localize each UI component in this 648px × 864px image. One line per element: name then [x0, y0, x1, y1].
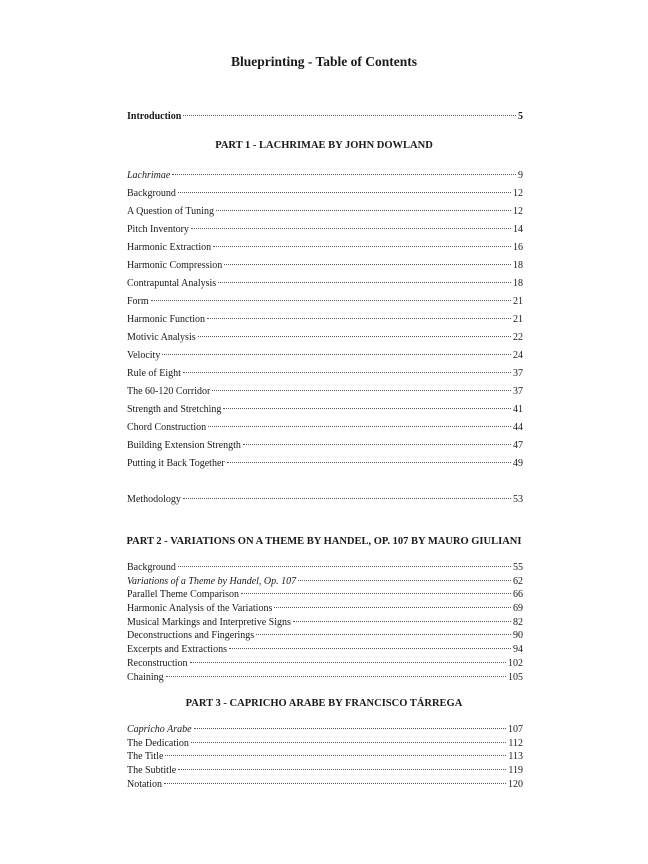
toc-entry: [127, 765, 523, 779]
toc-leader-dots: [212, 390, 511, 391]
toc-entry-title: Variations of a Theme by Handel, Op. 107: [127, 575, 297, 587]
part2-heading: PART 2 - VARIATIONS ON A THEME BY HANDEL, OP. 107 BY MAURO GIULIANI: [126, 536, 522, 547]
toc-entry: [127, 350, 523, 368]
toc-leader-dots: [243, 444, 511, 445]
toc-entry-title: Strength and Stretching: [127, 404, 222, 415]
toc-entry: [127, 260, 523, 278]
toc-entry-page: 18: [513, 278, 523, 289]
toc-entry-title: Harmonic Extraction: [127, 242, 212, 253]
toc-entry-title: Building Extension Strength: [127, 440, 241, 451]
toc-leader-dots: [216, 210, 511, 211]
toc-entry: [127, 314, 523, 332]
toc-entry: [127, 188, 523, 206]
toc-entry-page: 53: [513, 494, 523, 505]
toc-entry-title: Rule of Eight: [127, 368, 181, 379]
toc-leader-dots: [178, 566, 511, 567]
toc-introduction: [127, 111, 523, 129]
toc-entry-title: Lachrimae: [127, 170, 171, 181]
toc-entry-page: 47: [513, 440, 523, 451]
toc-entry: [127, 404, 523, 422]
toc-entry: [127, 278, 523, 296]
toc-leader-dots: [198, 336, 511, 337]
toc-entry: [127, 242, 523, 260]
toc-entry: [127, 111, 523, 129]
toc-entry-page: 119: [508, 765, 523, 777]
toc-entry: [127, 724, 523, 738]
toc-entry-title: Musical Markings and Interpretive Signs: [127, 616, 291, 628]
toc-entry-page: 37: [513, 368, 523, 379]
toc-part2: [127, 562, 523, 685]
toc-entry-page: 24: [513, 350, 523, 361]
toc-entry: [127, 494, 523, 512]
toc-entry-page: 120: [508, 778, 523, 790]
toc-entry-page: 12: [513, 206, 523, 217]
toc-entry-page: 66: [513, 589, 523, 601]
toc-entry-page: 9: [518, 170, 523, 181]
toc-entry: [127, 458, 523, 476]
toc-leader-dots: [183, 498, 511, 499]
toc-entry-page: 105: [508, 671, 523, 683]
toc-entry-title: Introduction: [127, 111, 182, 122]
toc-entry-title: Pitch Inventory: [127, 224, 189, 235]
toc-entry-title: Contrapuntal Analysis: [127, 278, 217, 289]
toc-leader-dots: [190, 662, 506, 663]
toc-leader-dots: [164, 783, 506, 784]
toc-leader-dots: [178, 192, 511, 193]
toc-entry-page: 62: [513, 575, 523, 587]
toc-entry-page: 113: [508, 751, 523, 763]
toc-entry-title: Harmonic Analysis of the Variations: [127, 603, 273, 615]
toc-entry-title: The 60-120 Corridor: [127, 386, 211, 397]
toc-entry-title: Motivic Analysis: [127, 332, 196, 343]
toc-leader-dots: [229, 648, 511, 649]
toc-entry-page: 107: [508, 724, 523, 735]
toc-entry: [127, 617, 523, 631]
toc-leader-dots: [227, 462, 511, 463]
toc-entry-page: 49: [513, 458, 523, 469]
toc-entry: [127, 672, 523, 686]
toc-part3: [127, 724, 523, 792]
toc-entry-page: 44: [513, 422, 523, 433]
page-title: Blueprinting - Table of Contents: [230, 54, 418, 69]
toc-entry-page: 37: [513, 386, 523, 397]
toc-entry: [127, 422, 523, 440]
toc-entry: [127, 751, 523, 765]
toc-entry: [127, 170, 523, 188]
toc-entry-title: Velocity: [127, 350, 161, 361]
toc-leader-dots: [151, 300, 511, 301]
toc-entry-title: The Title: [127, 751, 164, 763]
toc-leader-dots: [191, 742, 506, 743]
toc-leader-dots: [194, 728, 506, 729]
toc-entry: [127, 576, 523, 590]
toc-leader-dots: [241, 593, 511, 594]
toc-entry: [127, 738, 523, 752]
toc-entry-title: Excerpts and Extractions: [127, 644, 227, 656]
toc-leader-dots: [166, 676, 506, 677]
toc-leader-dots: [224, 264, 511, 265]
toc-entry: [127, 658, 523, 672]
toc-entry-title: Form: [127, 296, 149, 307]
toc-leader-dots: [183, 372, 511, 373]
toc-entry-title: Harmonic Compression: [127, 260, 223, 271]
toc-leader-dots: [183, 115, 516, 116]
toc-entry: [127, 603, 523, 617]
toc-entry-page: 21: [513, 314, 523, 325]
toc-entry-page: 82: [513, 616, 523, 628]
toc-leader-dots: [223, 408, 511, 409]
toc-entry: [127, 630, 523, 644]
toc-entry-page: 41: [513, 404, 523, 415]
toc-entry-page: 102: [508, 657, 523, 669]
toc-entry-title: Deconstructions and Fingerings: [127, 630, 255, 642]
toc-entry-page: 69: [513, 603, 523, 615]
toc-leader-dots: [178, 769, 506, 770]
toc-leader-dots: [165, 755, 506, 756]
toc-entry-page: 5: [518, 111, 523, 122]
toc-entry-page: 22: [513, 332, 523, 343]
toc-entry-title: The Subtitle: [127, 765, 177, 777]
toc-leader-dots: [274, 607, 511, 608]
toc-entry-page: 21: [513, 296, 523, 307]
toc-methodology: [127, 494, 523, 512]
toc-entry-page: 55: [513, 562, 523, 573]
toc-entry: [127, 206, 523, 224]
toc-entry-page: 90: [513, 630, 523, 642]
toc-entry-title: Background: [127, 188, 176, 199]
toc-entry: [127, 562, 523, 576]
toc-entry-title: Reconstruction: [127, 657, 188, 669]
toc-entry-title: Chord Construction: [127, 422, 207, 433]
toc-entry: [127, 332, 523, 350]
toc-entry-title: Methodology: [127, 494, 181, 505]
toc-entry-title: Putting it Back Together: [127, 458, 225, 469]
toc-leader-dots: [172, 174, 516, 175]
toc-part1: [127, 170, 523, 476]
toc-entry: [127, 440, 523, 458]
part3-heading: PART 3 - CAPRICHO ARABE BY FRANCISCO TÁRREGA: [185, 698, 463, 709]
toc-leader-dots: [207, 318, 511, 319]
toc-entry-page: 16: [513, 242, 523, 253]
toc-entry: [127, 386, 523, 404]
toc-entry: [127, 644, 523, 658]
toc-entry-page: 14: [513, 224, 523, 235]
toc-leader-dots: [191, 228, 511, 229]
toc-entry: [127, 224, 523, 242]
toc-entry: [127, 589, 523, 603]
toc-entry-title: A Question of Tuning: [127, 206, 214, 217]
part1-heading: PART 1 - LACHRIMAE BY JOHN DOWLAND: [215, 140, 433, 151]
toc-entry-page: 94: [513, 644, 523, 656]
toc-entry-title: Background: [127, 562, 176, 573]
toc-entry-page: 112: [508, 737, 523, 749]
toc-entry-title: Harmonic Function: [127, 314, 206, 325]
toc-leader-dots: [256, 634, 511, 635]
toc-entry-title: The Dedication: [127, 737, 189, 749]
toc-leader-dots: [208, 426, 511, 427]
toc-entry: [127, 779, 523, 793]
toc-leader-dots: [293, 621, 511, 622]
toc-entry-page: 18: [513, 260, 523, 271]
toc-leader-dots: [218, 282, 511, 283]
toc-leader-dots: [298, 580, 511, 581]
toc-entry-title: Chaining: [127, 671, 164, 683]
toc-entry-page: 12: [513, 188, 523, 199]
toc-leader-dots: [162, 354, 511, 355]
toc-entry: [127, 368, 523, 386]
toc-leader-dots: [213, 246, 511, 247]
toc-entry-title: Notation: [127, 778, 162, 790]
toc-entry-title: Parallel Theme Comparison: [127, 589, 240, 601]
toc-entry: [127, 296, 523, 314]
toc-entry-title: Capricho Arabe: [127, 724, 192, 735]
